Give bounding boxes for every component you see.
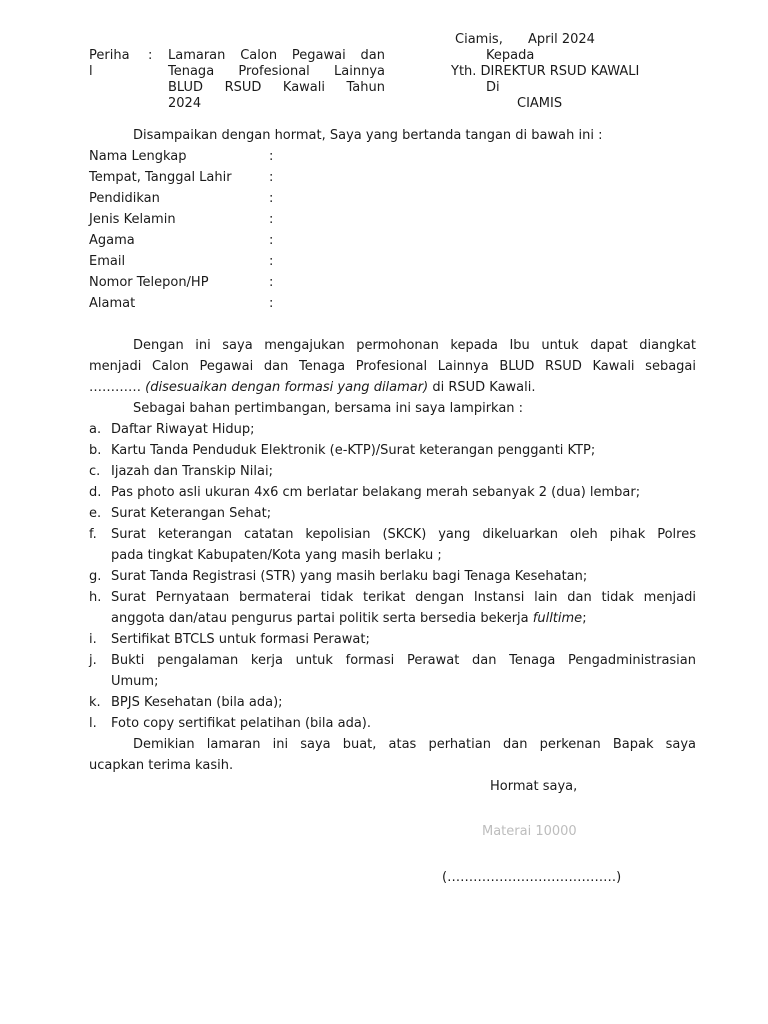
list-item: Surat keterangan catatan kepolisian (SKCK) yang dikeluarkan oleh pihak Polres <box>111 527 696 542</box>
list-item-text: anggota dan/atau pengurus partai politik serta bersedia bekerja <box>111 611 529 626</box>
field-colon: : <box>269 191 274 206</box>
field-colon: : <box>269 296 274 311</box>
subject-colon: : <box>148 48 153 63</box>
list-marker: f. <box>89 527 97 542</box>
opening-sentence: Disampaikan dengan hormat, Saya yang bertanda tangan di bawah ini : <box>133 128 603 143</box>
subject-line-3: BLUD RSUD Kawali Tahun <box>168 80 385 95</box>
list-item: Sertifikat BTCLS untuk formasi Perawat; <box>111 632 370 647</box>
list-item-cont: pada tingkat Kabupaten/Kota yang masih berlaku ; <box>111 548 442 563</box>
list-marker: i. <box>89 632 97 647</box>
list-marker: b. <box>89 443 102 458</box>
field-label-pendidikan: Pendidikan <box>89 191 160 206</box>
list-item-cont: Umum; <box>111 674 159 689</box>
para1-end: di RSUD Kawali. <box>432 380 536 395</box>
closing-line-1: Demikian lamaran ini saya buat, atas perhatian dan perkenan Bapak saya <box>133 737 696 752</box>
stamp-placeholder: Materai 10000 <box>482 824 577 839</box>
list-item-cont <box>111 611 587 627</box>
para1-line-3 <box>89 380 535 396</box>
field-label-nama: Nama Lengkap <box>89 149 187 164</box>
at-label: Di <box>486 80 500 95</box>
list-marker: g. <box>89 569 102 584</box>
field-label-jenis-kelamin: Jenis Kelamin <box>89 212 176 227</box>
field-label-alamat: Alamat <box>89 296 136 311</box>
subject-line-2: Tenaga Profesional Lainnya <box>168 64 385 79</box>
field-colon: : <box>269 254 274 269</box>
closing-line-2: ucapkan terima kasih. <box>89 758 234 773</box>
list-marker: e. <box>89 506 102 521</box>
para1-line-2: menjadi Calon Pegawai dan Tenaga Profesional Lainnya BLUD RSUD Kawali sebagai <box>89 359 696 374</box>
list-marker: c. <box>89 464 101 479</box>
place-city: Ciamis, <box>455 32 503 47</box>
position-placeholder-dots: ………… <box>89 380 141 395</box>
list-marker: a. <box>89 422 102 437</box>
field-colon: : <box>269 212 274 227</box>
subject-line-4: 2024 <box>168 96 202 111</box>
field-label-agama: Agama <box>89 233 135 248</box>
list-item: Pas photo asli ukuran 4x6 cm berlatar belakang merah sebanyak 2 (dua) lembar; <box>111 485 641 500</box>
field-colon: : <box>269 275 274 290</box>
list-item: Foto copy sertifikat pelatihan (bila ada). <box>111 716 371 731</box>
list-item: Surat Pernyataan bermaterai tidak terikat dengan Instansi lain dan tidak menjadi <box>111 590 696 605</box>
letter-date: April 2024 <box>528 32 595 47</box>
para2: Sebagai bahan pertimbangan, bersama ini saya lampirkan : <box>133 401 524 416</box>
list-item-italic: fulltime <box>532 611 583 626</box>
list-item: Daftar Riwayat Hidup; <box>111 422 255 437</box>
list-marker: j. <box>89 653 97 668</box>
list-item: Surat Tanda Registrasi (STR) yang masih berlaku bagi Tenaga Kesehatan; <box>111 569 588 584</box>
field-label-telepon: Nomor Telepon/HP <box>89 275 209 290</box>
list-item: Surat Keterangan Sehat; <box>111 506 272 521</box>
subject-label-cont: l <box>89 64 93 79</box>
para1-line-1: Dengan ini saya mengajukan permohonan kepada Ibu untuk dapat diangkat <box>133 338 696 353</box>
position-note: (disesuaikan dengan formasi yang dilamar) <box>145 380 429 395</box>
field-colon: : <box>269 233 274 248</box>
list-marker: d. <box>89 485 102 500</box>
regards: Hormat saya, <box>490 779 578 794</box>
list-item: Bukti pengalaman kerja untuk formasi Perawat dan Tenaga Pengadministrasian <box>111 653 696 668</box>
subject-line-1: Lamaran Calon Pegawai dan <box>168 48 385 63</box>
list-marker: l. <box>89 716 97 731</box>
to-label: Kepada <box>486 48 535 63</box>
field-colon: : <box>269 149 274 164</box>
recipient-city: CIAMIS <box>517 96 563 111</box>
list-item: BPJS Kesehatan (bila ada); <box>111 695 283 710</box>
field-label-ttl: Tempat, Tanggal Lahir <box>89 170 232 185</box>
list-item: Ijazah dan Transkip Nilai; <box>111 464 273 479</box>
list-item: Kartu Tanda Penduduk Elektronik (e-KTP)/Surat keterangan pengganti KTP; <box>111 443 596 458</box>
field-colon: : <box>269 170 274 185</box>
list-marker: h. <box>89 590 102 605</box>
recipient: Yth. DIREKTUR RSUD KAWALI <box>451 64 640 79</box>
list-marker: k. <box>89 695 101 710</box>
subject-label: Periha <box>89 48 130 63</box>
signature-placeholder: (…………………………………) <box>442 870 622 885</box>
list-item-end: ; <box>582 611 587 626</box>
field-label-email: Email <box>89 254 126 269</box>
